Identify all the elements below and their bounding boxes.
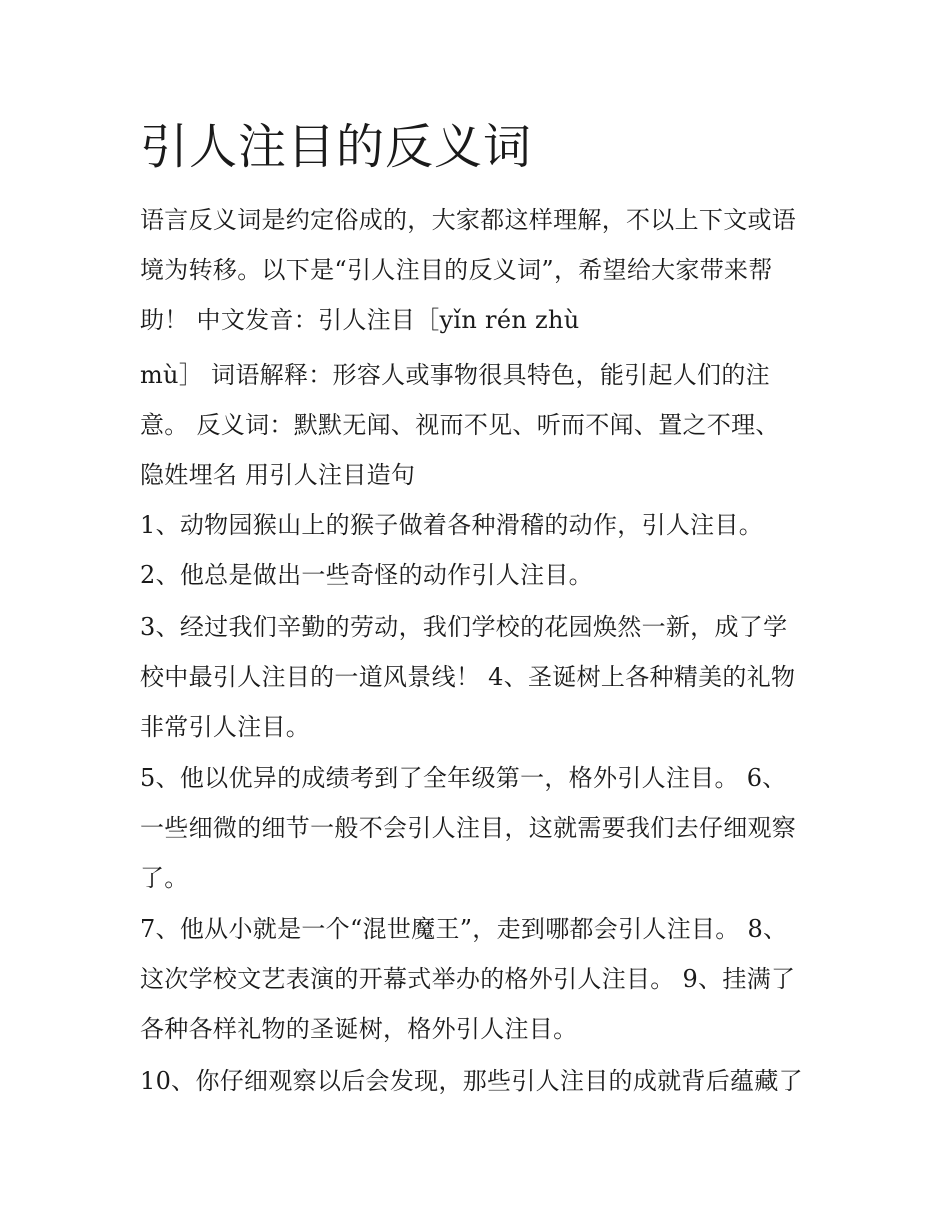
- text-line: 这次学校文艺表演的开幕式举办的格外引人注目。 9、挂满了: [140, 965, 796, 993]
- text-line: 意。 反义词：默默无闻、视而不见、听而不闻、置之不理、: [140, 411, 780, 439]
- text-line: mù］ 词语解释：形容人或事物很具特色，能引起人们的注: [140, 361, 770, 389]
- text-line: 校中最引人注目的一道风景线！ 4、圣诞树上各种精美的礼物: [140, 663, 796, 691]
- list-item: 1、动物园猴山上的猴子做着各种滑稽的动作，引人注目。: [140, 511, 764, 539]
- list-item: 7、他从小就是一个“混世魔王”，走到哪都会引人注目。 8、: [140, 915, 788, 943]
- text-line: 隐姓埋名 用引人注目造句: [140, 461, 416, 489]
- list-item: 2、他总是做出一些奇怪的动作引人注目。: [140, 561, 593, 589]
- list-item: 3、经过我们辛勤的劳动，我们学校的花园焕然一新，成了学: [140, 613, 788, 641]
- text-line: 一些细微的细节一般不会引人注目，这就需要我们去仔细观察: [140, 814, 797, 842]
- text-line: 非常引人注目。: [140, 713, 311, 741]
- document-title: 引人注目的反义词: [140, 119, 533, 175]
- text-line: 助！ 中文发音：引人注目［yǐn rén zhù: [140, 306, 580, 334]
- list-item: 5、他以优异的成绩考到了全年级第一，格外引人注目。 6、: [140, 764, 787, 792]
- list-item: 10、你仔细观察以后会发现，那些引人注目的成就背后蕴藏了: [140, 1067, 803, 1095]
- text-line: 境为转移。以下是“引人注目的反义词”，希望给大家带来帮: [140, 256, 773, 284]
- text-line: 了。: [140, 864, 189, 892]
- text-line: 语言反义词是约定俗成的，大家都这样理解，不以上下文或语: [140, 206, 797, 234]
- text-line: 各种各样礼物的圣诞树，格外引人注目。: [140, 1015, 578, 1043]
